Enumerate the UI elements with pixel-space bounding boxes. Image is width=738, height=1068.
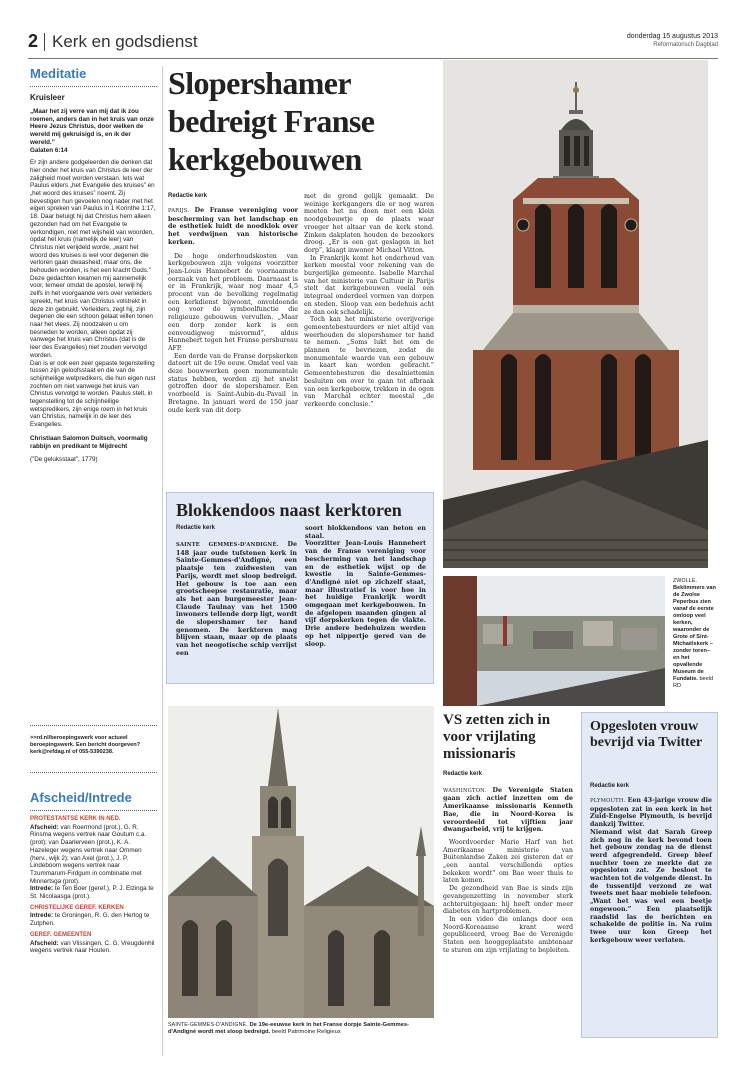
vs-article: [443, 712, 573, 954]
announcement: Intrede: te Groningen, R. G. den Hertog te Zutphen.: [30, 912, 150, 928]
box-col-1: SAINTE GEMMES-D'ANDIGNÉ. De 148 jaar oude tufstenen kerk in Sainte-Gemmes-d'Andigné, een plaatsje ten zuidwesten van Parijs, wordt met sloop bedreigd. Het gebouw is toe aan een grootscheepse restauratie, maar als het aan burgemeester Jean-Claude Taulnay van het 1500 inwoners tellende dorp ligt, wordt de slopershamer ter hand genomen. De kerktoren mag blijven staan, maar op de plaats van het neogotische schip verrijst een: [176, 541, 297, 657]
main-paragraph: Een derde van de Franse dorpskerken dateert uit de 19e eeuw. Omdat veel van deze bouwwerken geen monumentale status hebben, worden zij het snelst getroffen door de slopershamer. Een voorbeeld is Saint-Aubin-du-Pavail in Bretagne. In januari werd de 150 jaar oude kerk van dit dorp: [168, 352, 298, 414]
main-paragraph: In Frankrijk komt het onderhoud van kerken meestal voor rekening van de burgerlijke gemeente. Isabelle Marchal van het ministerie van Cultuur in Parijs stelt dat kerkgebouwen veelal een integraal onderdeel vormen van dorpen en steden. Sloop van een bedehuis acht ze dan ook schadelijk.: [304, 254, 434, 316]
main-headline: Slopershamer bedreigt Franse kerkgebouwen: [168, 65, 375, 177]
header-date: donderdag 15 augustus 2013: [626, 33, 718, 40]
vs-lead: WASHINGTON. De Verenigde Staten gaan zich actief inzetten om de Amerikaanse missionaris Kenneth Bae, die in Noord-Korea is veroordeeld tot vijftien jaar dwangarbeid, vrij te krijgen.: [443, 786, 573, 834]
announcement: Afscheid: van Vlissingen, C. G. Vreugdenhil wegens vertrek naar Houten.: [30, 939, 155, 955]
zwolle-image: [443, 576, 665, 706]
meditatie-heading: Meditatie: [30, 66, 87, 81]
twitter-lead: PLYMOUTH. Een 43-jarige vrouw die opgesloten zat in een kerk in het Zuid-Engelse Plymouth, is bevrijd dankzij Twitter.: [590, 797, 712, 829]
zwolle-view-photo: [443, 576, 665, 706]
page-header: [28, 30, 718, 54]
divider: [30, 772, 157, 773]
tower-image: [443, 60, 708, 568]
divider: [30, 725, 157, 726]
twitter-byline: Redactie kerk: [590, 783, 630, 789]
main-col-2: [304, 193, 434, 409]
church-image: [168, 706, 434, 1018]
afscheid-section: [30, 790, 157, 955]
header-divider: [44, 33, 45, 51]
church-caption: SAINTE-GEMMES-D'ANDIGNÉ. De 19e-eeuwse kerk in het Franse dorpje Sainte-Gemmes-d'Andigné wordt met sloop bedreigd. beeld Patrimoine Religieux: [168, 1022, 409, 1036]
vs-paragraph: Woordvoerder Marie Harf van het Amerikaanse ministerie van Buitenlandse Zaken zei gisteren dat er „een aantal verschillende opties bekeken wordt” om Bae weer thuis te laten komen.: [443, 838, 573, 885]
meditatie-paragraph: Dan is er ook een zeer gepaste tegenstelling tussen zijn geloofsstaat en die van de schijnheilige wetpredikers, die hun eigen rust zochten om niet vanwege het kruis van Christus vervolgd te worden. Paulus stelt, in tegenstelling tot de schijnheilige wetspredikers, zijn enige roem in het kruis van Christus, namelijk in de leer des Evangelies.: [30, 359, 156, 429]
vs-paragraph: De gezondheid van Bae is sinds zijn gevangenzetting in november sterk achteruitgegaan: hij heeft onder meer diabetes en hartproblemen.: [443, 885, 573, 916]
box-byline: Redactie kerk: [176, 525, 216, 531]
meditatie-paragraph: Deze gedachten kwamen mij aannemelijk voor, temeer omdat de apostel, terwijl hij zelfs in het voorgaande vers over verleiders spreekt, het kruis van Christus volstrekt in deze zin gebruikt. Verleiders, zegt hij, zijn degenen die een schoon gelaat willen tonen naar het vlees. Zij noodzaken u om besneden te worden, alleen opdat zij vanwege het kruis van Christus (dat is de leer des Evangelies) niet zouden vervolgd worden.: [30, 274, 153, 359]
vs-byline: Redactie kerk: [443, 771, 483, 777]
main-paragraph: Toch kan het ministerie overijverige gemeentebestuurders er niet altijd van weerhouden de slopershamer ter hand te nemen. „Soms lukt het om de plannen te bevriezen, zodat de monumentale waarde van een gebouw in kaart kan worden gebracht.” Gemeentebesturen die desalniettemin besluiten om over te gaan tot afbraak van een kerkgebouw, trekken in de ogen van Marchal echter meestal „de verkeerde conclusie.”: [304, 316, 434, 408]
vs-paragraph: In een video die onlangs door een Noord-Koreaanse krant werd gepubliceerd, vroeg Bae de Verenigde Staten een hooggeplaatste ambtenaar te sturen om zijn vrijlating te bepleiten.: [443, 915, 573, 954]
twitter-headline: Opgesloten vrouw bevrijd via Twitter: [590, 719, 703, 750]
main-lead: PARIJS. De Franse vereniging voor bescherming van het landschap en de esthetiek luidt de noodklok over het verdwijnen van historische kerken.: [168, 207, 298, 246]
sainte-gemmes-church-photo: [168, 706, 434, 1018]
meditatie-ref: Galaten 6:14: [30, 146, 68, 154]
main-byline: Redactie kerk: [168, 193, 208, 199]
denomination-heading: PROTESTANTSE KERK IN NED.: [30, 816, 121, 822]
header-rule: [28, 58, 718, 59]
header-paper: Reformatorisch Dagblad: [653, 42, 718, 48]
twitter-text: Niemand wist dat Sarah Greep zich nog in de kerk bevond toen het gebouw zondag na de dienst werd afgegrendeld. Greep bleef nuchter toen ze merkte dat ze opgesloten zat. Ze besloot te wachten tot de volgende dienst. In de tussentijd verzond ze wat tweets met haar mobiele telefoon. „Want het was wel een beetje ongewoon.” Een plaatselijk raadslid las de berichten en schakelde de politie in. Na ruim twee uur kon Greep het kerkgebouw weer verlaten.: [590, 828, 712, 944]
main-paragraph: De hoge onderhoudskosten van kerkgebouwen zijn volgens voorzitter Jean-Louis Hannebert de voornaamste oorzaak van het probleem. Daarnaast is er in Frankrijk, waar nog maar 4,5 procent van de bevolking regelmatig een kerkdienst bijwoont, onvoldoende oog voor de symboolfunctie die religieuze gebouwen vervullen. „Maar een dorp zonder kerk is een eenvoudigweg misvormd”, aldus Hannebert tegen het Franse persbureau AFP.: [168, 252, 298, 352]
zwolle-caption: ZWOLLE. Beklimmers van de Zwolse Peperbus zien vanaf de eerste omloop veel kerken, waaronder de Grote of Sint-Michaëlskerk –zonder toren– en het opvallende Museum de Fundatie. beeld RD: [673, 578, 716, 689]
meditatie-paragraph: Er zijn andere godgeleerden die denken dat hier onder het kruis van Christus de leer der zaligheid moet worden verstaan. Iets wat Paulus elders „het Evangelie des kruises” en „het woord des kruises” noemt. Zij bevestigen hun gevoelen nog nader met het eigen spreken van Paulus in 1 Korinthe 1:17, 18. Daar betuigt hij dat Christus hem alleen gezonden had om het Evangelie te verkondigen, niet met wijsheid van woorden, opdat het kruis (namelijk de leer) van Christus niet verijdeld worde, „want het woord des kruises is wel voor degenen die verloren gaan dwaasheid; maar ons, die behouden worden, is het een kracht Gods.”: [30, 159, 156, 275]
box-col-2: soort blokkendoos van beton en staal. Voorzitter Jean-Louis Hannebert van de Franse vereniging voor bescherming van het landschap en de esthetiek wijst op de kwestie in Sainte-Gemmes-d'Andigné niet op zichzelf staat, maar illustratief is voor hoe in het huidige Frankrijk wordt omgegaan met kerkgebouwen. In de afgelopen maanden gingen al vijf dorpskerken tegen de vlakte. Drie andere bedehuizen werden op het nippertje gered van de sloop.: [305, 525, 426, 648]
denomination-heading: CHRISTELIJKE GEREF. KERKEN: [30, 904, 124, 911]
blokkendoos-box: [166, 492, 434, 684]
column-rule: [162, 66, 163, 1056]
meditatie-quote: „Maar het zij verre van mij dat ik zou roemen, anders dan in het kruis van onze Heere Jezus Christus, door welken de wereld mij gekruisigd is, en ik der wereld.”: [30, 108, 154, 146]
section-title: Kerk en godsdienst: [52, 32, 198, 51]
beroepingswerk-link[interactable]: >>rd.nl/beroepingswerk voor actueel beroepingswerk. Een bericht doorgeven? kerk@refdag.nl of 055-5390238.: [30, 735, 141, 755]
meditatie-author: Christiaan Salomon Duitsch, voormalig rabbijn en predikant te Mijdrecht: [30, 434, 148, 450]
page-number: 2: [28, 31, 39, 51]
twitter-box: [581, 712, 718, 1038]
announcement: Afscheid: van Roermond (prot.), G. R. Rinsma wegens vertrek naar Goutum c.a. (prot); van Daarlerveen (prot.), K. A. Hazeleger wegens vertrek naar Ommen (herv., wijk 2); van Axel (prot.), J. P. Lindeboom wegens vertrek naar Tzummarum-Firdgum in combinatie met Minnertsga (prot).: [30, 823, 147, 885]
divider: [30, 86, 157, 87]
meditatie-title: Kruisleer: [30, 93, 65, 102]
meditatie-column: [30, 66, 157, 464]
meditatie-source: (”De geluksstaat”, 1779): [30, 456, 98, 464]
announcement: Intrede: te Ten Boer (geref.), P. J. Elzinga te St. Nicolaasga (prot.).: [30, 885, 154, 901]
box-headline: Blokkendoos naast kerktoren: [176, 500, 402, 520]
afscheid-heading: Afscheid/Intrede: [30, 790, 132, 805]
main-col-1: [168, 207, 298, 414]
denomination-heading: GEREF. GEMEENTEN: [30, 931, 92, 938]
divider: [30, 810, 157, 811]
vs-headline: VS zetten zich in voor vrijlating missionaris: [443, 712, 551, 762]
main-paragraph: met de grond gelijk gemaakt. De weinige kerkgangers die er nog waren moeten het nu doen met een klein noodgebouwtje op de plaats waar vroeger het altaar van de kerk stond. Zinken dakplaten houden de bezoekers droog. „Er is een gat geslagen in het dorp”, klaagt inwoner Michael Vitton.: [304, 193, 434, 254]
peperbus-tower-photo: [443, 60, 708, 568]
twitter-body: [590, 797, 712, 944]
